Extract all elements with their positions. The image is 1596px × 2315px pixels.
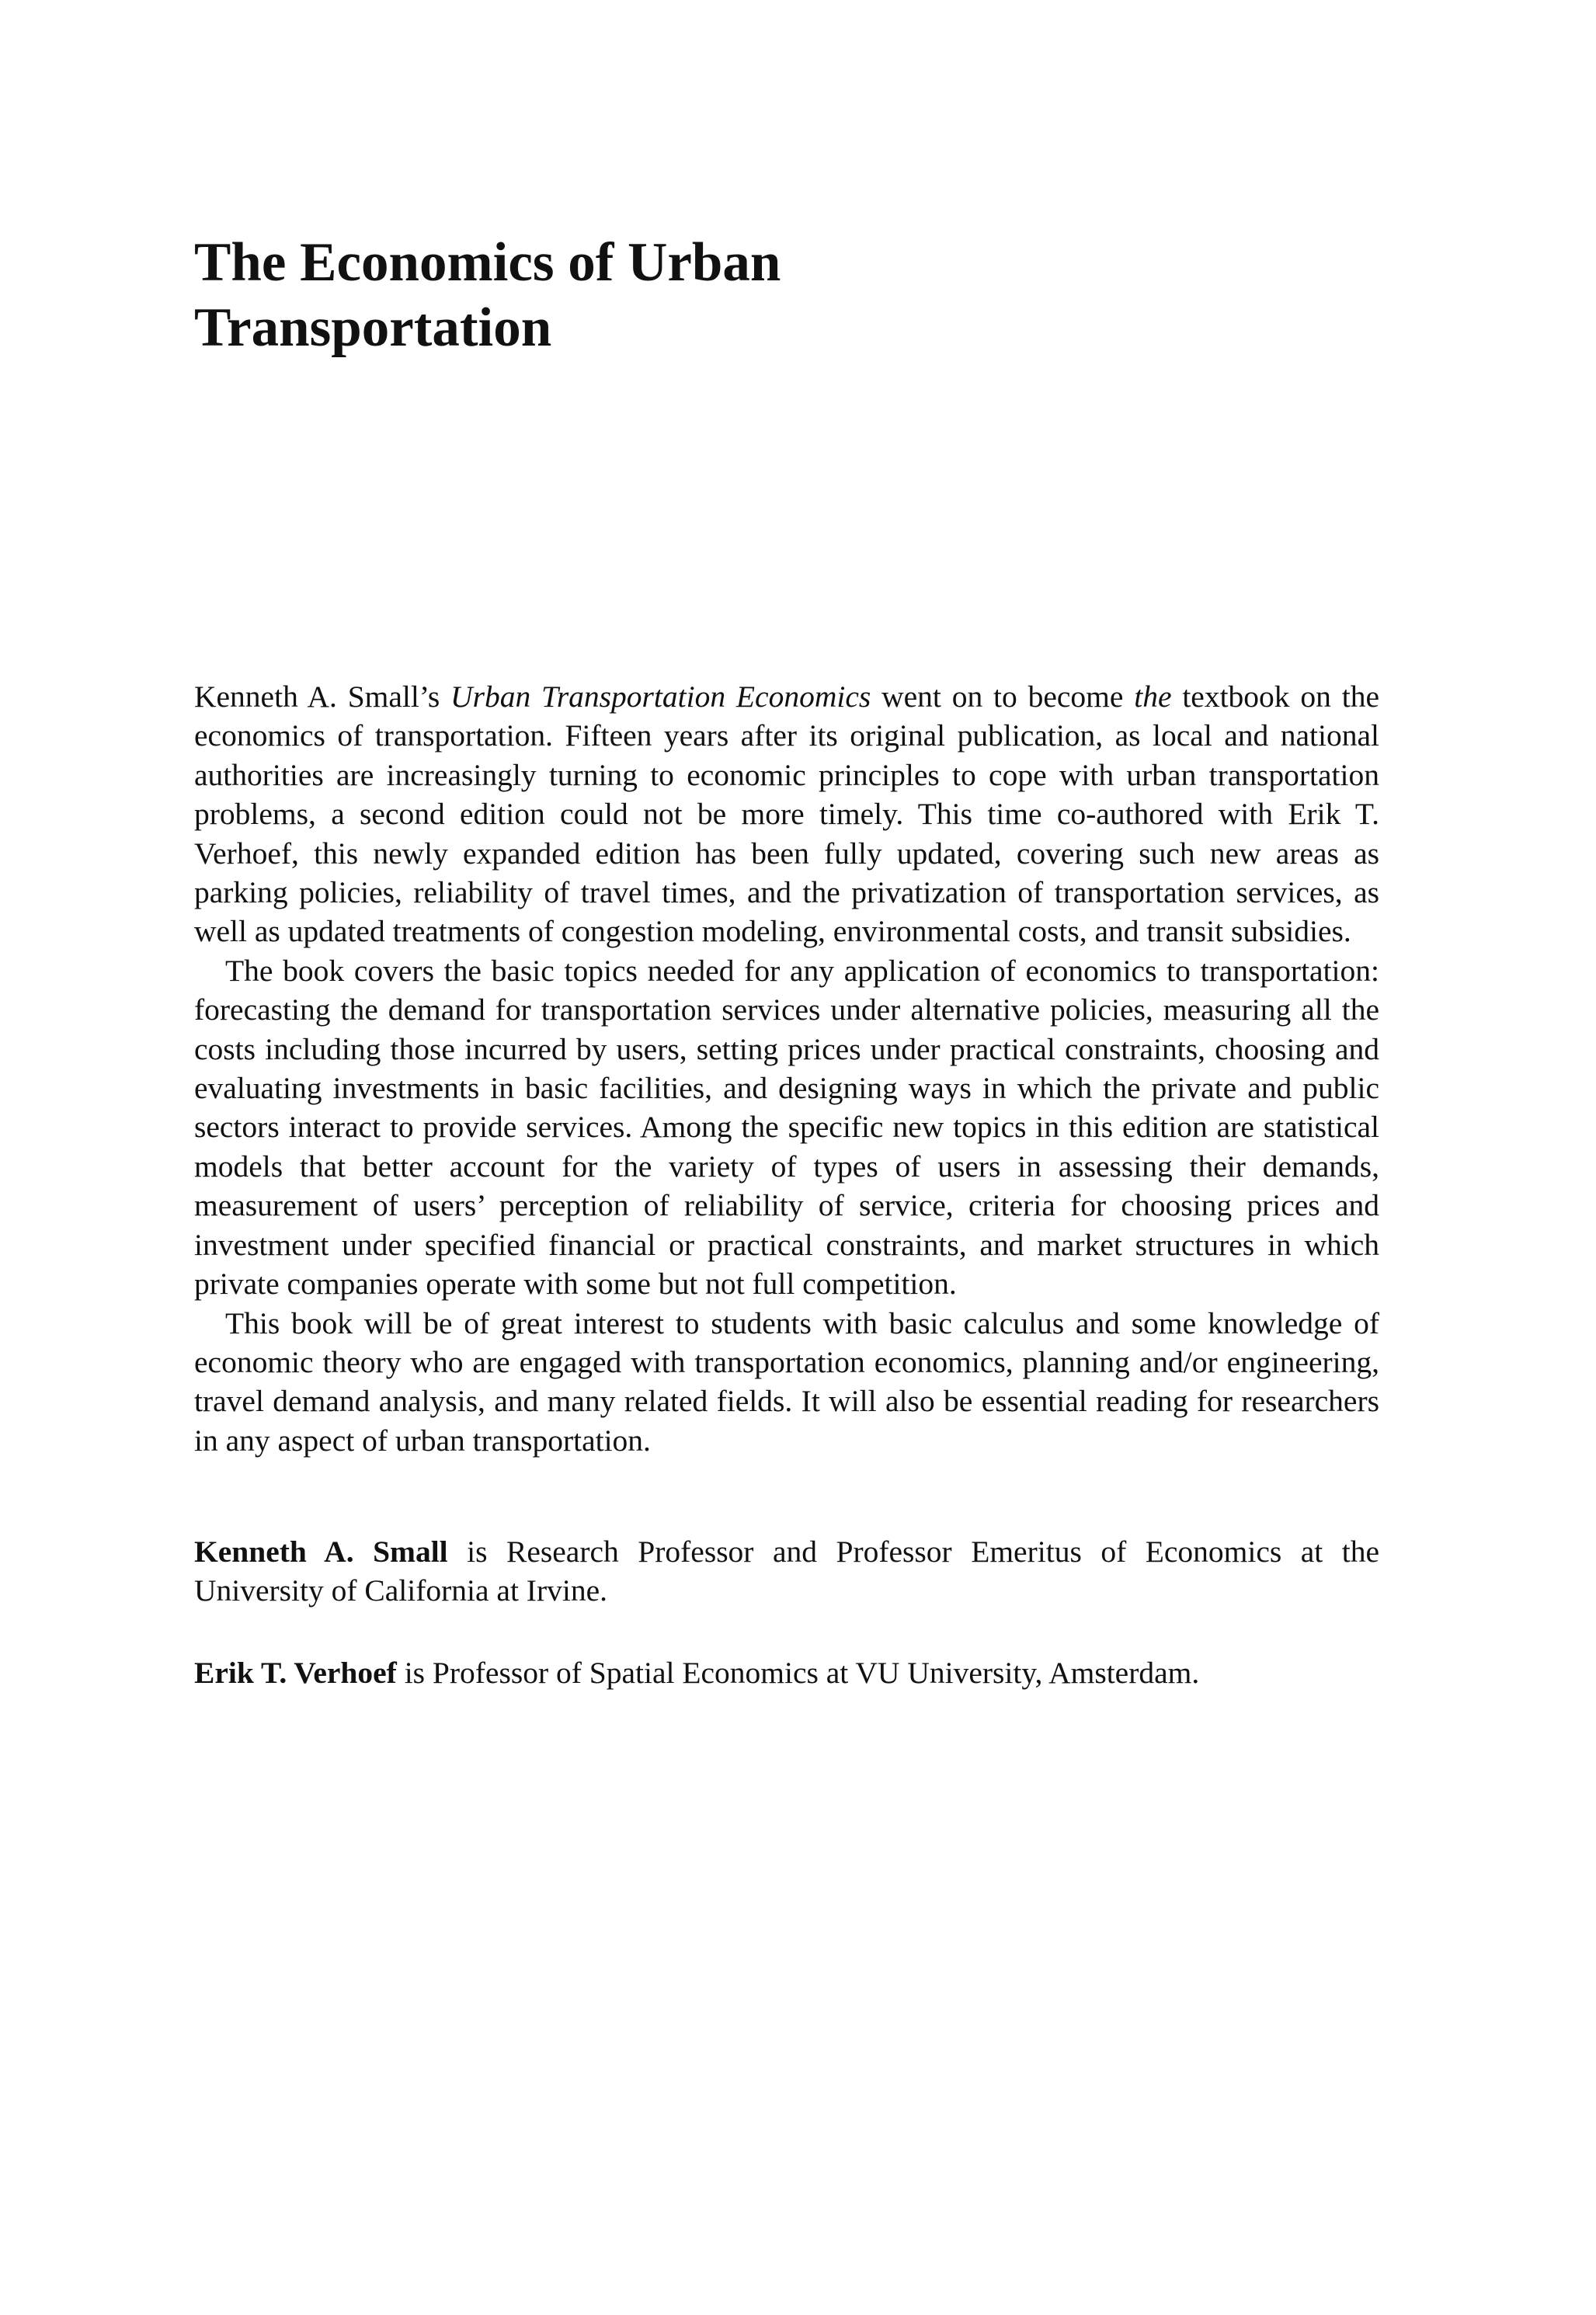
page-title xyxy=(194,230,1204,360)
author-name-small: Kenneth A. Small xyxy=(194,1535,448,1569)
author-bio-text-verhoef: is Professor of Spatial Economics at VU University, Amsterdam. xyxy=(396,1656,1200,1690)
book-description xyxy=(194,677,1379,1460)
description-paragraph-2: The book covers the basic topics needed for any application of economics to transportation: forecasting the demand for transportation services under alternative policies, measuring all the costs including those incurred by users, setting prices under practical constraints, choosing and evaluating investments in basic facilities, and designing ways in which the private and public sectors interact to provide services. Among the specific new topics in this edition are statistical models that better account for the variety of types of users in assessing their demands, measurement of users’ perception of reliability of service, criteria for choosing prices and investment under specified financial or practical constraints, and market structures in which private companies operate with some but not full competition. xyxy=(194,953,1379,1302)
description-p1-intro: Kenneth A. Small’s xyxy=(194,680,451,714)
description-p1-rest: textbook on the economics of transportation. Fifteen years after its original publication, as local and national authorities are increasingly turning to economic principles to cope with urban transportation problems, a second edition could not be more timely. This time co-authored with Erik T. Verhoef, this newly expanded edition has been fully updated, covering such new areas as parking policies, reliability of travel times, and the privatization of transportation services, as well as updated treatments of congestion modeling, environmental costs, and transit subsidies. xyxy=(194,680,1379,949)
author-bio-verhoef xyxy=(194,1653,1379,1692)
author-name-verhoef: Erik T. Verhoef xyxy=(194,1656,397,1690)
title-line-2: Transportation xyxy=(194,297,552,358)
description-paragraph-1 xyxy=(194,677,1379,951)
author-bio-small xyxy=(194,1532,1379,1611)
book-title-italic: Urban Transportation Economics xyxy=(450,680,871,714)
emphasis-the: the xyxy=(1134,680,1172,714)
description-p1-middle: went on to become xyxy=(871,680,1135,714)
author-bio-text-small: is Research Professor and Professor Emeritus of Economics at the University of California at Irvine. xyxy=(194,1535,1380,1608)
description-paragraph-3: This book will be of great interest to students with basic calculus and some knowledge of economic theory who are engaged with transportation economics, planning and/or engineering, travel demand analysis, and many related fields. It will also be essential reading for researchers in any aspect of urban transportation. xyxy=(194,1305,1379,1458)
title-line-1: The Economics of Urban xyxy=(194,232,781,293)
